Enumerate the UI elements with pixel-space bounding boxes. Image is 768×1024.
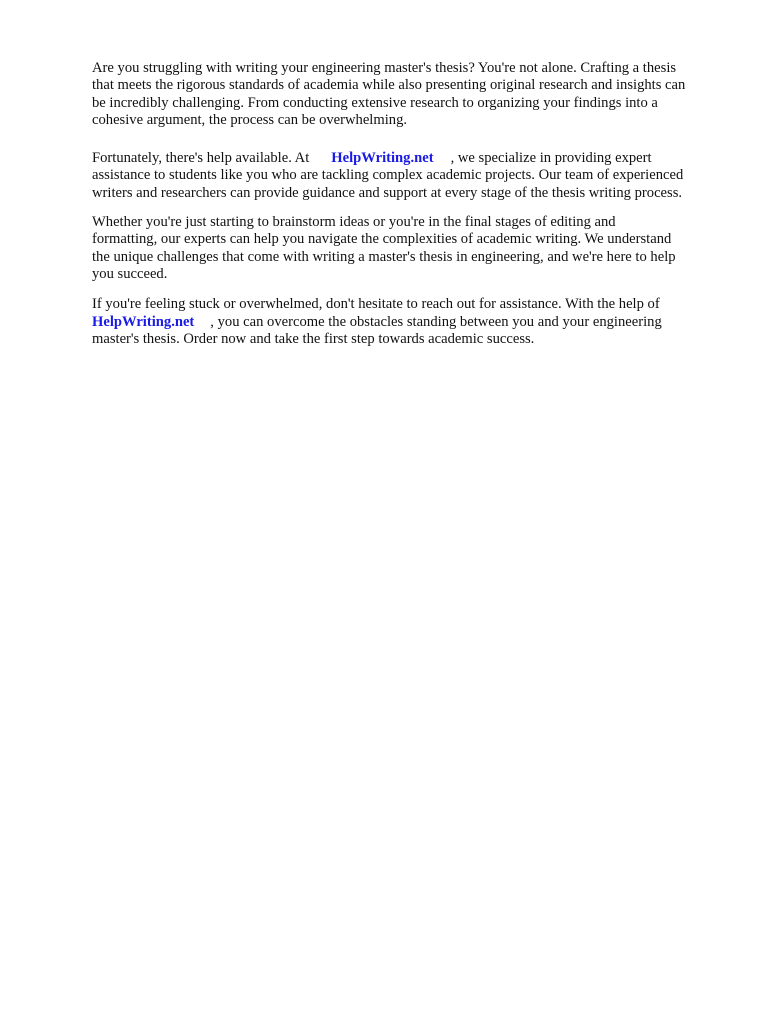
paragraph-help-available-lead: Fortunately, there's help available. At — [92, 150, 310, 167]
helpwriting-link[interactable]: HelpWriting.net — [92, 313, 195, 330]
paragraph-experts: Whether you're just starting to brainstorm ideas or you're in the final stages of editing and formatting, our experts can help you navigate the complexities of academic writing. We understand the unique challenges that come with writing a master's thesis in engineering, and we're here to help you succeed. — [92, 214, 676, 282]
paragraph-call-to-action-rest: , you can overcome the obstacles standing between you and your engineering master's thesis. Order now and take the first step towards academic success. — [92, 313, 662, 347]
document-body — [92, 60, 732, 360]
paragraph-help-available — [92, 150, 732, 202]
paragraph-help-available-rest: , we specialize in providing expert assistance to students like you who are tackling complex academic projects. Our team of experienced writers and researchers can provide guidance and support at every stage of the thesis writing process. — [92, 150, 684, 201]
paragraph-intro: Are you struggling with writing your engineering master's thesis? You're not alone. Crafting a thesis that meets the rigorous standards of academia while also presenting original research and insights can be incredibly challenging. From conducting extensive research to organizing your findings into a cohesive argument, the process can be overwhelming. — [92, 60, 686, 128]
paragraph-call-to-action — [92, 296, 732, 348]
paragraph-call-to-action-lead: If you're feeling stuck or overwhelmed, don't hesitate to reach out for assistance. With the help of — [92, 296, 660, 313]
helpwriting-link[interactable]: HelpWriting.net — [331, 150, 434, 167]
